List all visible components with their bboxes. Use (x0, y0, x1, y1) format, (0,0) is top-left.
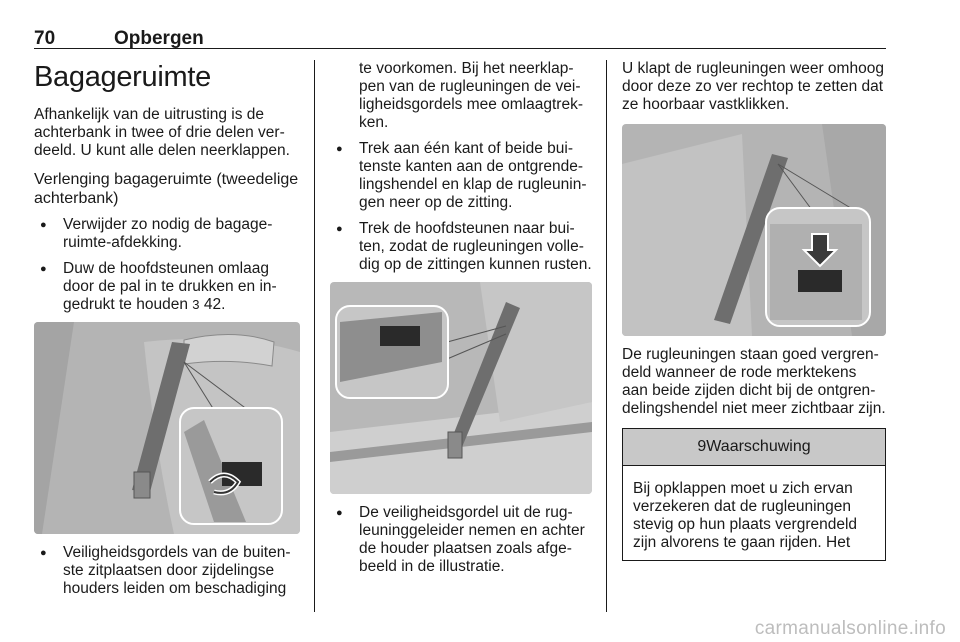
bullet-list (34, 216, 300, 314)
backrest-latch-illustration (622, 124, 886, 336)
list-item: ● Trek aan één kant of beide buitenste kanten aan de ontgrendelingshendel en klap de rugleuningen neer op de zitting. (330, 140, 592, 212)
column-1 (34, 60, 300, 606)
page-number: 70 (34, 28, 56, 49)
intro-paragraph: Afhankelijk van de uitrusting is de achterbank in twee of drie delen verdeeld. U kunt alle delen neerklappen. (34, 106, 290, 159)
intro-paragraph: U klapt de rugleuningen weer omhoog door deze zo ver rechtop te zetten dat ze hoorbaar vastklikken. (622, 60, 884, 113)
bullet-list (34, 544, 300, 598)
list-item: ● Veiligheidsgordels van de buitenste zitplaatsen door zijdelingse houders leiden om beschadiging (34, 544, 300, 598)
continuation-paragraph: te voorkomen. Bij het neerklappen van de rugleuningen de veiligheidsgordels mee omlaagtrekken. (359, 60, 584, 131)
subsection-title: Verlenging bagageruimte (tweedelige achterbank) (34, 171, 299, 207)
list-item: ● Trek de hoofdsteunen naar buiten, zodat de rugleuningen volledig op de zittingen kunnen rusten. (330, 220, 592, 274)
warning-body: Bij opklappen moet u zich ervan verzekeren dat de rugleuningen stevig op hun plaats vergrendeld zijn alvorens te gaan rijden. Het (633, 480, 858, 551)
seatbelt-guide-illustration (330, 282, 592, 494)
list-item: ● De veiligheidsgordel uit de rugleuninggeleider nemen en achter de houder plaatsen zoals afgebeeld in de illustratie. (330, 504, 592, 576)
seatbelt-headrest-illustration (34, 322, 300, 534)
page-header (34, 14, 886, 49)
column-divider (606, 60, 607, 612)
column-2 (330, 60, 592, 584)
list-item: ● Verwijder zo nodig de bagageruimte-afdekking. (34, 216, 300, 252)
warning-icon: 9 (697, 438, 707, 455)
bullet-list (330, 140, 592, 274)
section-title: Bagageruimte (34, 61, 211, 93)
watermark: carmanualsonline.info (754, 618, 946, 639)
lock-check-paragraph: De rugleuningen staan goed vergrendeld wanneer de rode merktekens aan beide zijden dicht bij de ontgrendelingshendel niet meer zichtbaar zijn. (622, 346, 886, 417)
page-ref-icon: 3 (192, 297, 200, 312)
warning-title: Waarschuwing (706, 438, 811, 455)
warning-header (623, 429, 885, 466)
chapter-title: Opbergen (114, 28, 204, 49)
bullet-list (330, 504, 592, 576)
warning-box (622, 428, 886, 561)
column-3 (622, 60, 886, 561)
column-divider (314, 60, 315, 612)
list-item: ● Duw de hoofdsteunen omlaag door de pal in te drukken en ingedrukt te houden 3 42. (34, 260, 300, 314)
page-ref-link[interactable]: 42. (203, 296, 226, 313)
